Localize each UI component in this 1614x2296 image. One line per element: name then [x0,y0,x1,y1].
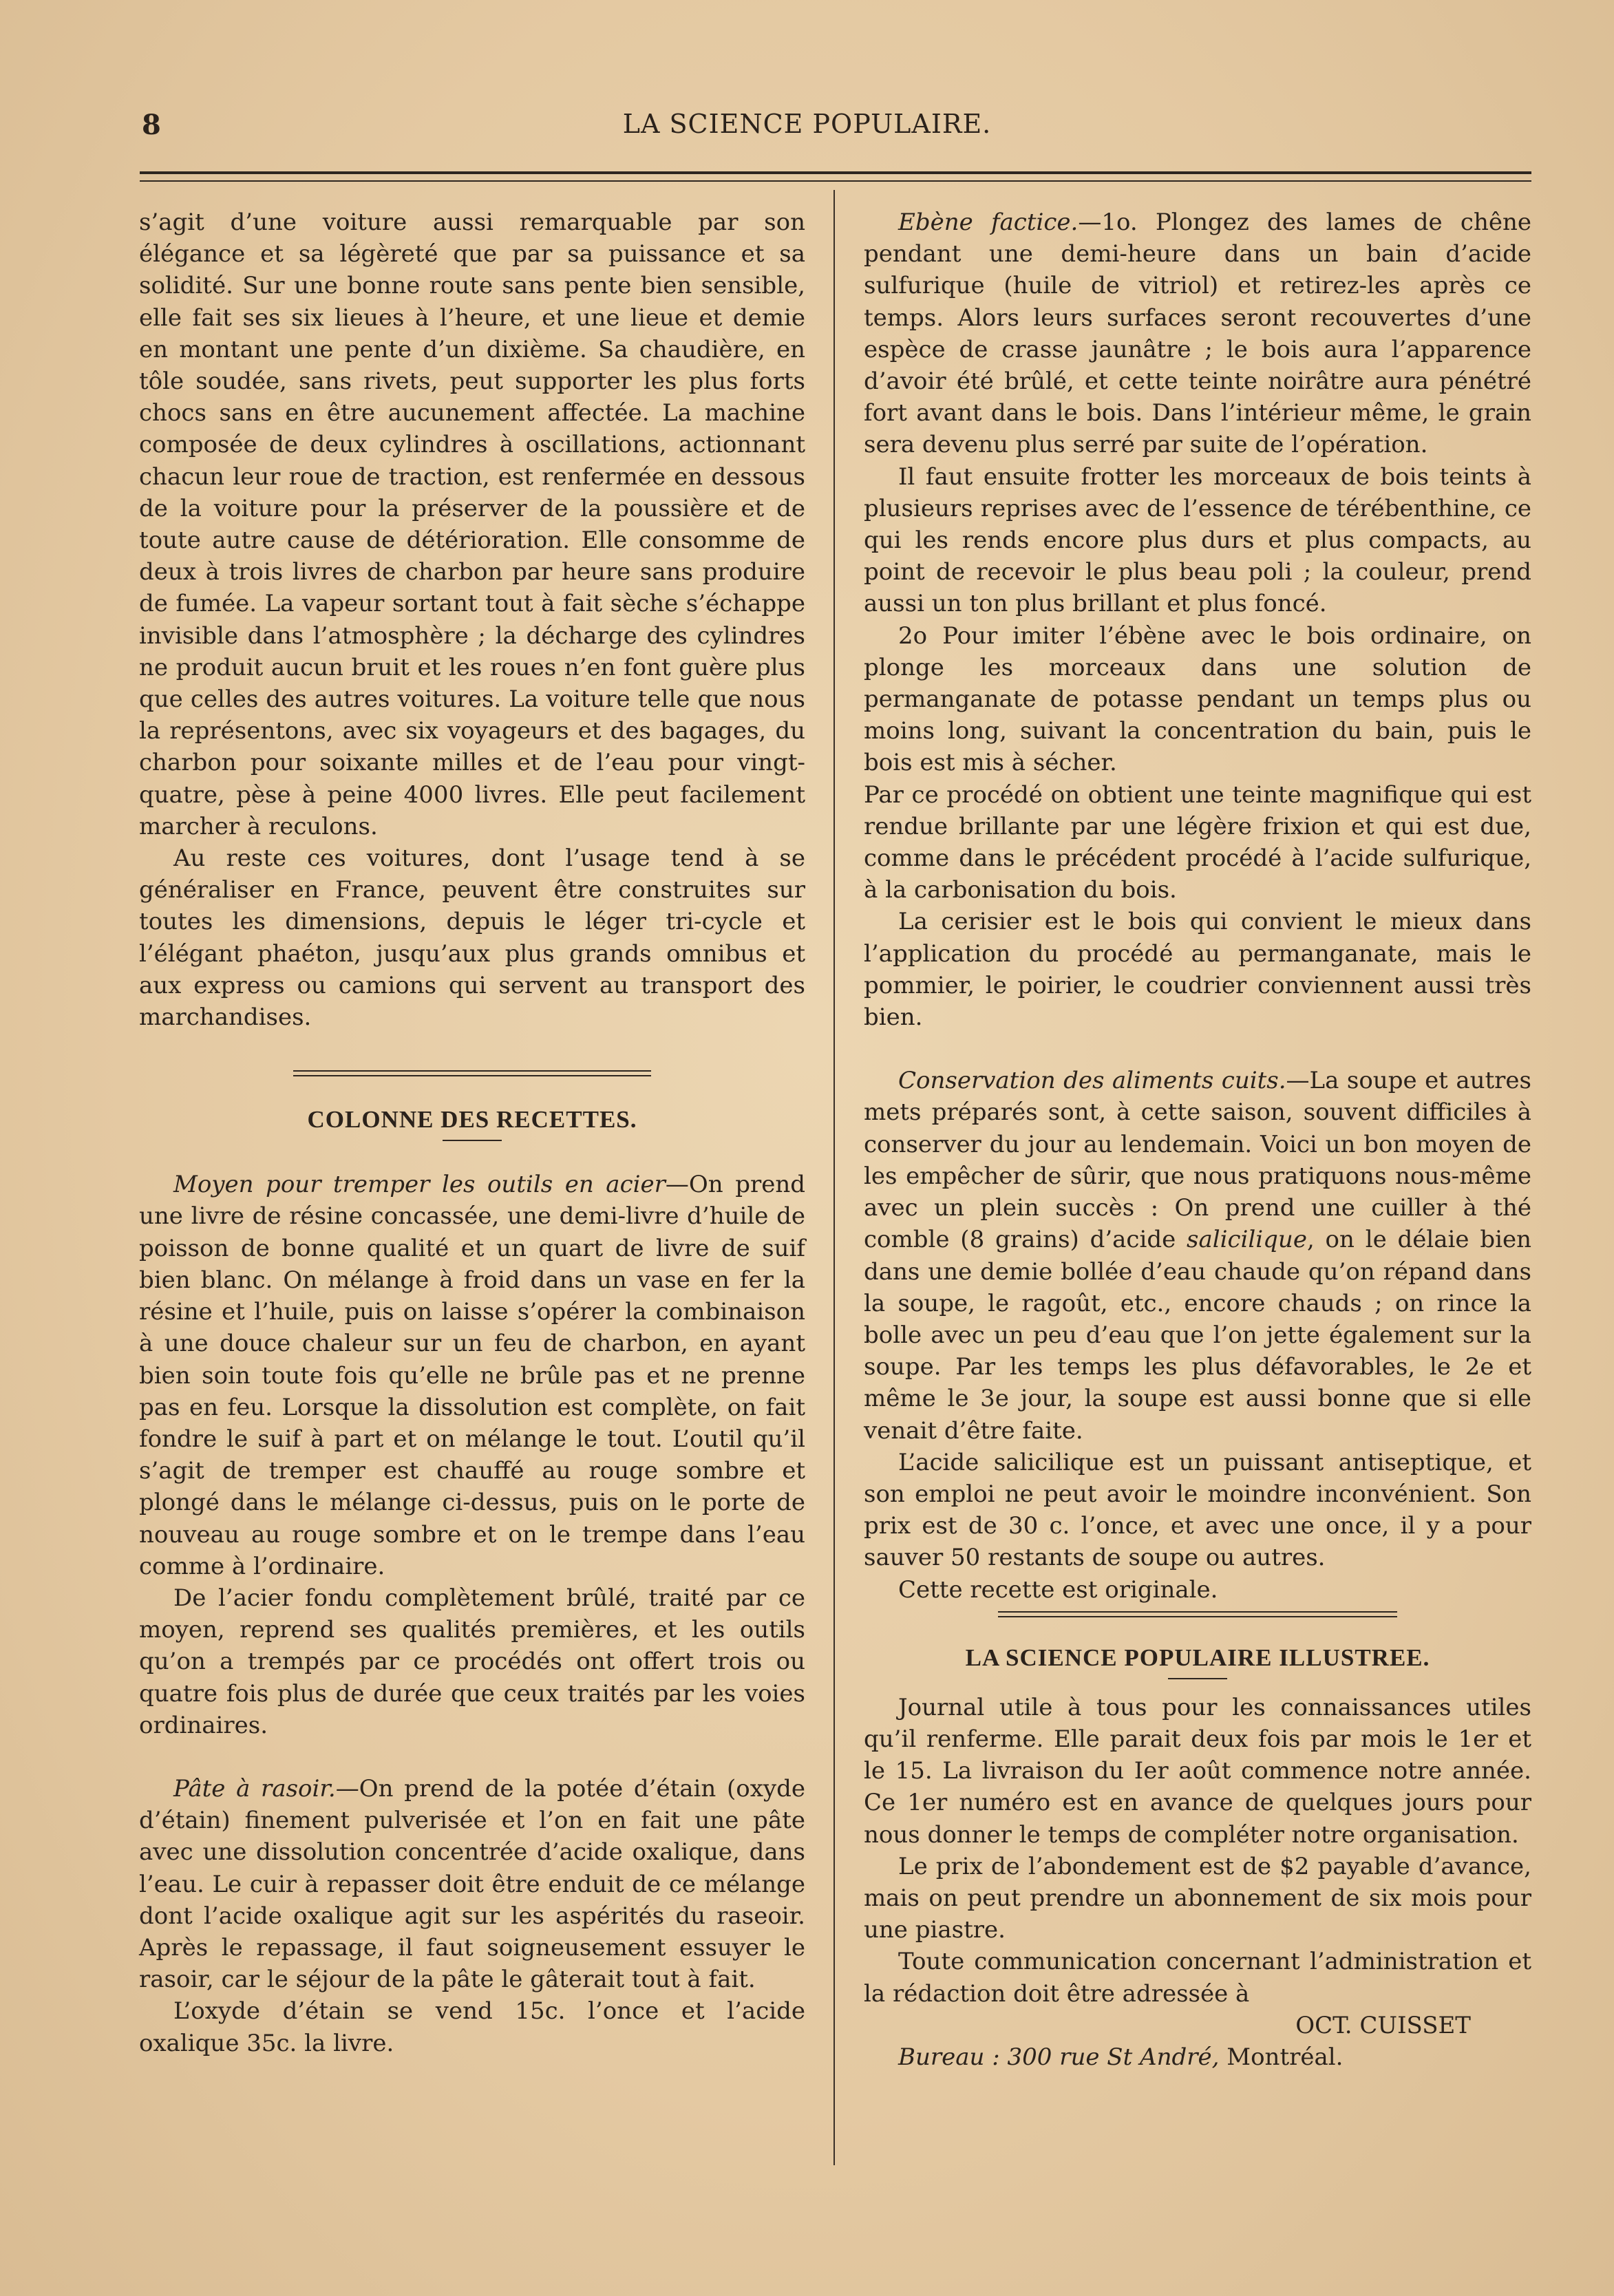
address-city: Montréal. [1227,2043,1344,2071]
page-title: LA SCIENCE POPULAIRE. [622,109,992,139]
section-title: COLONNE DES RECETTES. [307,1106,637,1134]
recipe-paragraph: Cette recette est originale. [898,1575,1218,1604]
recipe-title: Pâte à rasoir. [173,1774,336,1803]
recipe-food-conservation [864,1065,1531,1446]
recipe-paragraph: 2o Pour imiter l’ébène avec le bois ordinaire, on plonge les morceaux dans une solution de permanganate de potasse pendant un temps plus ou moins long, suivant la concentration du bain, puis le bois est mis à sécher. [864,621,1531,777]
recipe-title: Moyen pour tremper les outils en acier [173,1171,666,1199]
recipe-paragraph: L’oxyde d’étain se vend 15c. l’once et l’acide oxalique 35c. la livre. [139,1997,805,2057]
recipe-text: —On prend de la potée d’étain (oxyde d’étain) finement pulverisée et l’on en fait une pâte avec une dissolution concentrée d’acide oxalique, dans l’eau. Le cuir à repasser doit être enduit de ce mélange dont l’acide oxalique agit sur les aspérités du raseoir. Après le repassage, il faut soigneusement essuyer le rasoir, car le séjour de la pâte le gâterait tout à fait. [139,1774,805,1994]
recipe-title: Ebène factice. [898,209,1079,236]
page-number: 8 [142,109,161,141]
header-rule-thin [140,180,1531,182]
right-column [864,206,1531,2073]
recipe-text: —1o. Plongez des lames de chêne pendant une demi-heure dans un bain d’acide sulfurique (huile de vitriol) et retirez-les après ce temps. Alors leurs surfaces seront recouvertes d’une espèce de crasse jaunâtre ; le bois aura l’apparence d’avoir été brûlé, et cette teinte noirâtre aura pénétré fort avant dans le bois. Dans l’intérieur même, le grain sera devenu plus serré par suite de l’opération. [864,209,1531,459]
recipe-text: , on le délaie bien dans une demie bollée d’eau chaude qu’on répand dans la soupe, le ragoût, etc., encore chauds ; on rince la bolle avec un peu d’eau que l’on jette également sur la soupe. Par les temps les plus défavorables, le 2e et même le 3e jour, la soupe est aussi bonne que si elle venait d’être faite. [864,1226,1531,1445]
recipe-text: —La soupe et autres mets préparés sont, à cette saison, souvent difficiles à conserver du jour au lendemain. Voici un bon moyen de les empêcher de sûrir, que nous pratiquons nous-même avec un plein succès : On prend une cuiller à thé comble (8 grains) d’acide [864,1067,1531,1254]
left-column [139,206,805,2059]
recipe-steel-tempering [139,1169,805,1582]
recipe-paragraph: Par ce procédé on obtient une teinte magnifique qui est rendue brillante par une légère frixion et qui est due, comme dans le précédent procédé à l’acide sulfurique, à la carbonisation du bois. [864,780,1531,904]
recipe-text: —On prend une livre de résine concassée, une demi-livre d’huile de poisson de bonne qualité et un quart de livre de suif bien blanc. On mélange à froid dans un vase en fer la résine et l’huile, puis on laisse s’opérer la combinaison à une douce chaleur sur un feu de charbon, en ayant bien soin toute fois qu’elle ne brûle pas et ne prenne pas en feu. Lorsque la dissolution est complète, on fait fondre le suif à part et on mélange le tout. L’outil qu’il s’agit de tremper est chauffé au rouge sombre et plongé dans le mélange ci-dessus, puis on le porte de nouveau au rouge sombre et on le trempe dans l’eau comme à l’ordinaire. [139,1171,805,1580]
article-paragraph: Au reste ces voitures, dont l’usage tend à se généraliser en France, peuvent être construites sur toutes les dimensions, depuis le léger tri-cycle et l’élégant phaéton, jusqu’aux plus grands omnibus et aux express ou camions qui servent au transport des marchandises. [139,844,805,1032]
address-street: 300 rue St André, [1007,2043,1220,2071]
header-rule [140,171,1531,174]
recipe-paragraph: La cerisier est le bois qui convient le mieux dans l’application du procédé au permanganate, mais le pommier, le poirier, le coudrier conviennent aussi très bien. [864,908,1531,1032]
recipe-razor-paste [139,1773,805,1995]
recipe-paragraph: Il faut ensuite frotter les morceaux de bois teints à plusieurs reprises avec de l’essence de térébenthine, ce qui les rends encore plus durs et plus compacts, au point de recevoir le plus beau poli ; la couleur, prend aussi un ton plus brillant et plus foncé. [864,463,1531,618]
section-divider [998,1611,1397,1617]
column-divider [833,190,835,2165]
recipe-italic-term: salicilique [1187,1226,1307,1254]
recipe-fake-ebony [864,206,1531,461]
recipe-paragraph: De l’acier fondu complètement brûlé, traité par ce moyen, reprend ses qualités premières, et les outils qu’on a trempés par ce procédés ont offert trois ou quatre fois plus de durée que ceux traités par les voies ordinaires. [139,1584,805,1739]
section-divider [293,1070,651,1076]
ad-title: LA SCIENCE POPULAIRE ILLUSTREE. [965,1644,1430,1671]
signature-address [864,2041,1531,2073]
article-continuation: s’agit d’une voiture aussi remarquable par son élégance et sa légèreté que par sa puissance et sa solidité. Sur une bonne route sans pente bien sensible, elle fait ses six lieues à l’heure, et une lieue et demie en montant une pente d’un dixième. Sa chaudière, en tôle soudée, sans rivets, peut supporter les plus forts chocs sans en être aucunement affectée. La machine composée de deux cylindres à oscillations, actionnant chacun leur roue de traction, est renfermée en dessous de la voiture pour la préserver de la poussière et de toute autre cause de détérioration. Elle consomme de deux à trois livres de charbon par heure sans produire de fumée. La vapeur sortant tout à fait sèche s’échappe invisible dans l’atmosphère ; la décharge des cylindres ne produit aucun bruit et les roues n’en font guère plus que celles des autres voitures. La voiture telle que nous la représentons, avec six voyageurs et des bagages, du charbon pour soixante milles et de l’eau pour vingt-quatre, pèse à peine 4000 livres. Elle peut facilement marcher à reculons. [139,209,805,840]
ad-paragraph: Le prix de l’abondement est de $2 payable d’avance, mais on peut prendre un abonnement de six mois pour une piastre. [864,1852,1531,1944]
ad-paragraph: Toute communication concernant l’administration et la rédaction doit être adressée à [864,1948,1531,2008]
ad-paragraph: Journal utile à tous pour les connaissances utiles qu’il renferme. Elle parait deux fois par mois le 1er et le 15. La livraison du Ier août commence notre année. Ce 1er numéro est en avance de quelques jours pour nous donner le temps de compléter notre organisation. [864,1693,1531,1849]
recipe-paragraph: L’acide salicilique est un puissant antiseptique, et son emploi ne peut avoir le moindre inconvénient. Son prix est de 30 c. l’once, et avec une once, il y a pour sauver 50 restants de soupe ou autres. [864,1448,1531,1572]
recipe-title: Conservation des aliments cuits. [898,1067,1286,1095]
signature-name: OCT. CUISSET [1295,2011,1471,2039]
address-label: Bureau : [898,2043,1000,2071]
